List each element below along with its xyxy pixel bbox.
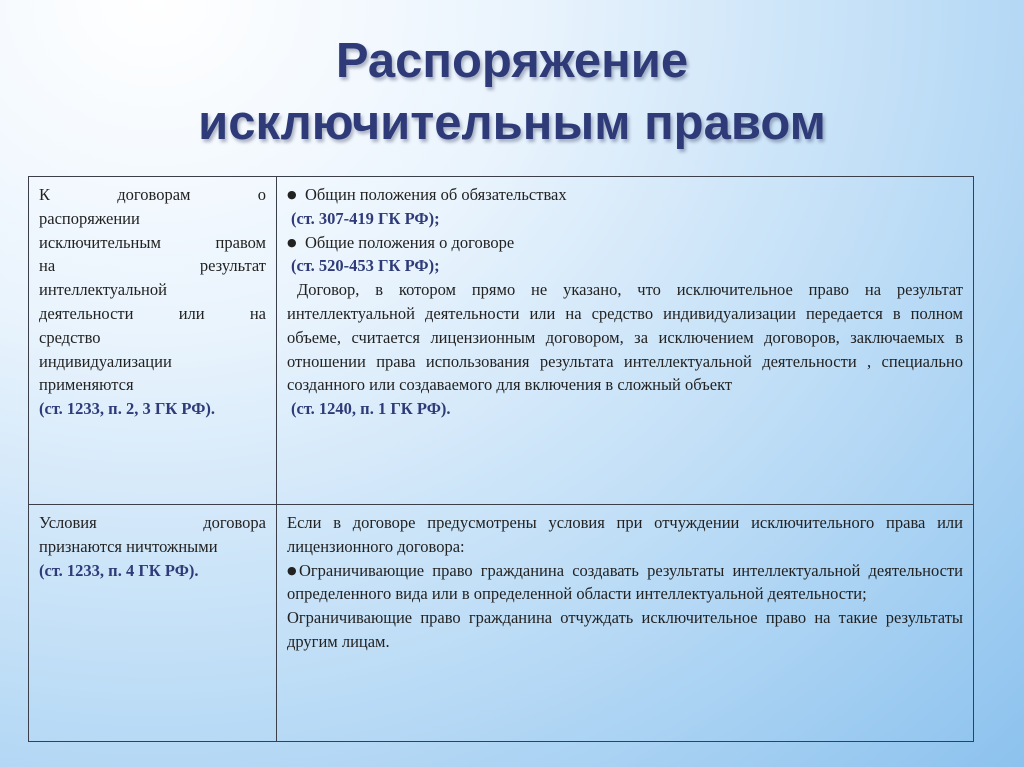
row1-left-cell [29,177,277,505]
row1-left-line: индивидуализации [39,351,172,371]
row2-bullet-item [287,559,963,607]
row1-left-line: на результат [39,256,266,276]
slide-title [0,30,1024,154]
table-row [29,177,974,505]
row1-paragraph: Договор, в котором прямо не указано, что исключительное право на результат интеллектуальной деятельности или на средство индивидуализации передается в полном объеме, считается лицензионным договором, за исключением договоров, заключаемых в отношении права использования результата интеллектуальной деятельности , специально созданного или создаваемого для включения в сложный объект [287,280,963,395]
row1-bullet1-text: Общин положения об обязательствах [305,185,567,204]
row1-right-cell [277,177,974,505]
slide-title-line-2: исключительным правом [198,96,826,150]
bullet-icon: ● [287,235,297,249]
row2-intro: Если в договоре предусмотрены условия при отчуждении исключительного права или лицензионного договора: [287,513,963,556]
row1-reference-2: (ст. 520-453 ГК РФ); [291,256,440,276]
row1-left-line: интеллектуальной [39,280,167,300]
bullet-icon: ● [287,188,297,201]
row1-reference-3: (ст. 1240, п. 1 ГК РФ). [291,399,451,419]
row1-reference-1: (ст. 307-419 ГК РФ); [291,208,440,228]
row1-left-line: деятельности или на [39,303,266,323]
row1-bullet-item [287,183,963,207]
row2-left-line: Условия договора [39,513,266,532]
slide-title-line-1: Распоряжение [335,34,689,88]
row2-left-line: признаются ничтожными [39,536,218,556]
bullet-icon: ● [287,563,297,577]
row1-left-line: К договорам о [39,185,266,204]
row1-left-reference: (ст. 1233, п. 2, 3 ГК РФ). [39,399,215,419]
content-table [28,176,974,742]
row2-right-cell [277,505,974,742]
row1-left-line: распоряжении [39,208,140,228]
row2-bullet1-text: Ограничивающие право гражданина создавать результаты интеллектуальной деятельности определенного вида или в определенной области интеллектуальной деятельности; [287,560,963,604]
table-row [29,505,974,742]
row1-left-line: средство [39,327,101,347]
row2-paragraph: Ограничивающие право гражданина отчуждать исключительное право на такие результаты другим лицам. [287,608,963,651]
row1-bullet2-text: Общие положения о договоре [305,232,515,252]
row2-left-reference: (ст. 1233, п. 4 ГК РФ). [39,560,199,580]
row1-left-line: исключительным правом [39,232,266,252]
row1-left-line: применяются [39,375,134,395]
row2-left-cell [29,505,277,742]
row1-bullet-item [287,231,963,255]
